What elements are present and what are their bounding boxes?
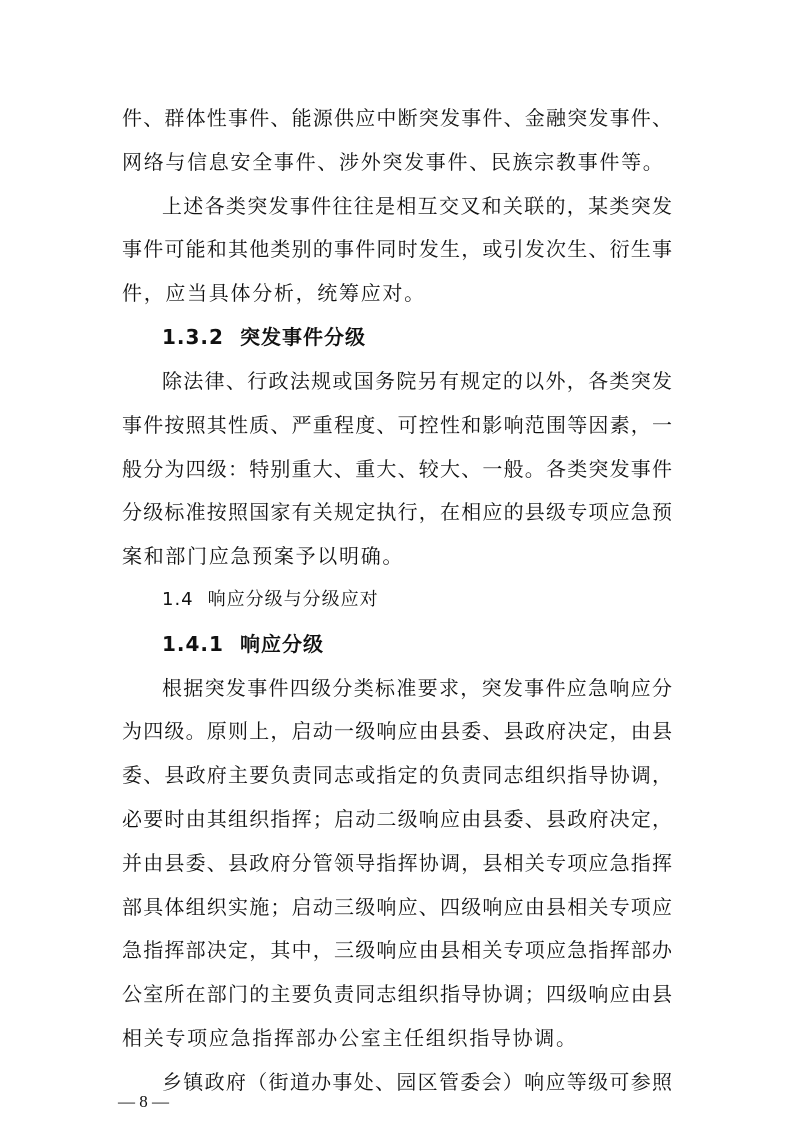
paragraph-line: 事件按照其性质、严重程度、可控性和影响范围等因素，一: [122, 413, 672, 437]
paragraph-line: 事件可能和其他类别的事件同时发生，或引发次生、衍生事: [122, 237, 672, 261]
paragraph-line: 急指挥部决定，其中，三级响应由县相关专项应急指挥部办: [122, 938, 672, 962]
section-heading-1-4-1: [162, 629, 672, 659]
section-title: 响应分级与分级应对: [207, 589, 379, 610]
paragraph-line: 除法律、行政法规或国务院另有规定的以外，各类突发: [162, 369, 672, 393]
section-title: 响应分级: [239, 632, 324, 656]
paragraph-line: 乡镇政府（街道办事处、园区管委会）响应等级可参照: [162, 1070, 672, 1094]
paragraph-line: 件、群体性事件、能源供应中断突发事件、金融突发事件、: [122, 106, 672, 130]
section-title: 突发事件分级: [239, 325, 366, 349]
paragraph-line: 相关专项应急指挥部办公室主任组织指导协调。: [122, 1026, 578, 1050]
section-number: 1.4.1: [162, 632, 224, 656]
section-heading-1-4: [162, 585, 672, 615]
paragraph-line: 必要时由其组织指挥；启动二级响应由县委、县政府决定，: [122, 807, 672, 831]
paragraph-line: 件，应当具体分析，统筹应对。: [122, 281, 426, 305]
paragraph-line: 分级标准按照国家有关规定执行，在相应的县级专项应急预: [122, 500, 672, 524]
paragraph-line: 并由县委、县政府分管领导指挥协调，县相关专项应急指挥: [122, 851, 672, 875]
paragraph-line: 上述各类突发事件往往是相互交叉和关联的，某类突发: [162, 194, 672, 218]
paragraph-line: 为四级。原则上，启动一级响应由县委、县政府决定，由县: [122, 719, 672, 743]
paragraph-line: 委、县政府主要负责同志或指定的负责同志组织指导协调，: [122, 763, 672, 787]
section-number: 1.4: [162, 589, 194, 610]
paragraph-line: 般分为四级：特别重大、重大、较大、一般。各类突发事件: [122, 457, 672, 481]
section-number: 1.3.2: [162, 325, 224, 349]
page-number: — 8 —: [118, 1092, 169, 1111]
paragraph-line: 公室所在部门的主要负责同志组织指导协调；四级响应由县: [122, 982, 672, 1006]
section-heading-1-3-2: [162, 322, 672, 352]
paragraph-line: 根据突发事件四级分类标准要求，突发事件应急响应分: [162, 676, 672, 700]
paragraph-line: 网络与信息安全事件、涉外突发事件、民族宗教事件等。: [122, 150, 665, 174]
paragraph-line: 部具体组织实施；启动三级响应、四级响应由县相关专项应: [122, 895, 672, 919]
paragraph-line: 案和部门应急预案予以明确。: [122, 544, 405, 568]
